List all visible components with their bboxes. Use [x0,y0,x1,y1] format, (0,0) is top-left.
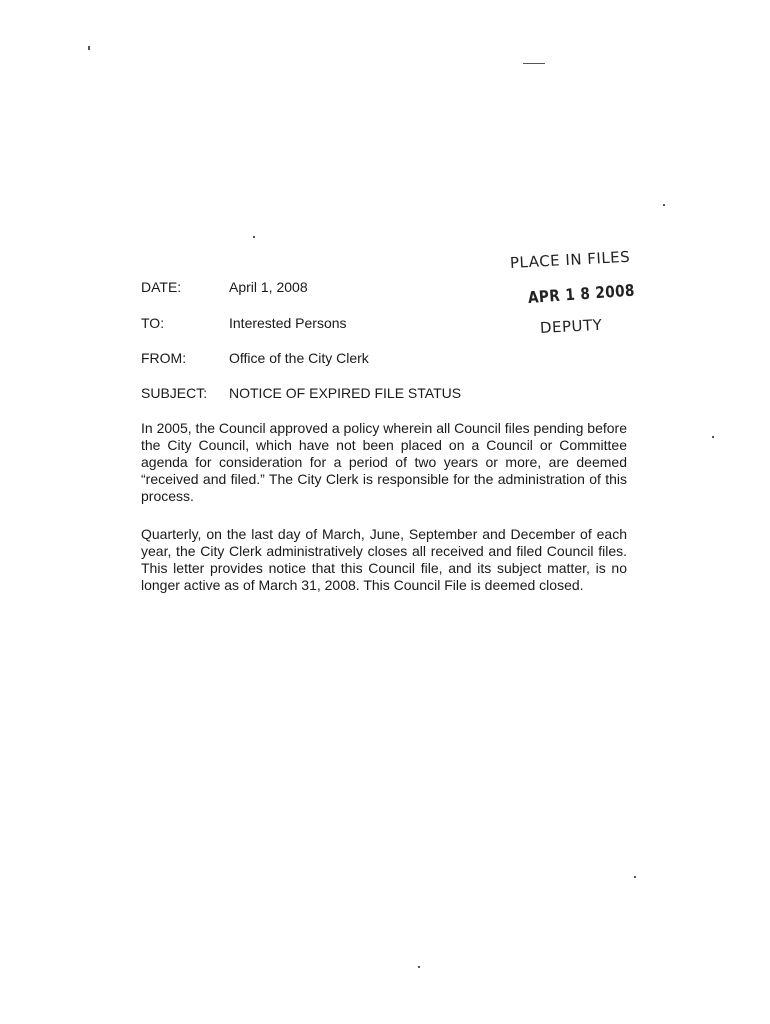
to-label: TO: [141,315,165,331]
scan-speck [523,63,545,64]
scan-speck [663,204,665,206]
scan-speck [418,966,420,968]
from-value: Office of the City Clerk [229,350,369,366]
subject-value: NOTICE OF EXPIRED FILE STATUS [229,385,462,401]
subject-label: SUBJECT: [141,385,208,401]
body-paragraph: Quarterly, on the last day of March, June, September and December of each year, the City Clerk administratively closes all received and filed Council files. This letter provides notice that this Council file, and its subject matter, is no longer active as of March 31, 2008. This Council File is deemed closed. [141,526,627,593]
stamp-place-in-files: PLACE IN FILES [509,247,631,272]
stamp-deputy: DEPUTY [539,315,603,337]
scan-speck [634,876,636,878]
to-value: Interested Persons [229,315,347,331]
date-value: April 1, 2008 [229,279,308,295]
date-label: DATE: [141,279,182,295]
from-label: FROM: [141,350,187,366]
stamp-received-date: APR 1 8 2008 [527,280,636,307]
scan-speck [253,236,255,238]
scan-speck [712,436,714,438]
scan-speck [88,46,90,50]
body-paragraph: In 2005, the Council approved a policy wherein all Council files pending before the City Council, which have not been placed on a Council or Committee agenda for consideration for a period of two years or more, are deemed “received and filed.” The City Clerk is responsible for the administration of this process. [141,420,627,504]
